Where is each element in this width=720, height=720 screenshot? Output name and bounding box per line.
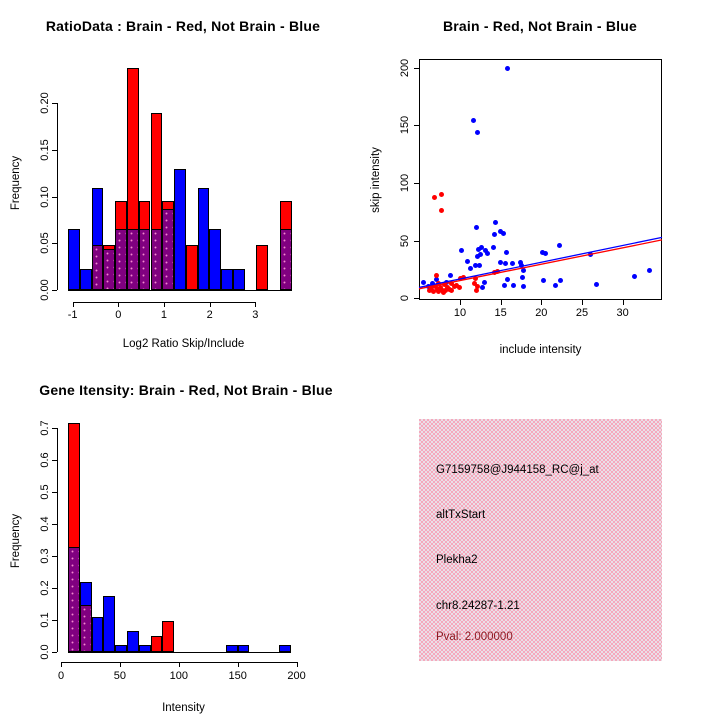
y-axis-tick	[52, 492, 57, 493]
x-axis-tick-label: 0	[57, 670, 65, 682]
y-axis-tick-label: 0.15	[39, 139, 51, 161]
info-line-pval: Pval: 2.000000	[436, 631, 513, 643]
y-axis-label-gene-histogram: Frequency	[10, 513, 22, 569]
info-line-probe-id: G7159758@J944158_RC@j_at	[436, 464, 599, 476]
histogram-bar-blue	[238, 645, 250, 652]
y-axis-tick-label: 100	[399, 173, 411, 193]
x-axis-tick-label: 25	[575, 307, 589, 319]
x-axis-tick-label: 50	[113, 670, 127, 682]
histogram-bar-overlap	[80, 605, 92, 651]
x-axis-tick	[120, 662, 121, 667]
y-axis-tick-label: 0.1	[39, 612, 51, 628]
y-axis-tick-label: 0.5	[39, 484, 51, 500]
histogram-baseline	[68, 652, 291, 653]
y-axis-tick-label: 0.2	[39, 580, 51, 596]
panel-title-ratio-histogram: RatioData : Brain - Red, Not Brain - Blue	[45, 18, 321, 34]
x-axis-tick	[61, 662, 62, 667]
x-axis-tick	[238, 662, 239, 667]
x-axis-tick	[179, 662, 180, 667]
x-axis-tick-label: 30	[616, 307, 629, 319]
x-axis-tick-label: 20	[535, 307, 548, 319]
y-axis-tick-label: 0.20	[39, 92, 51, 114]
histogram-bar-blue	[103, 596, 115, 652]
y-axis-tick	[52, 588, 57, 589]
y-axis-tick-label: 150	[399, 116, 411, 135]
y-axis-tick	[52, 524, 57, 525]
histogram-bar-blue	[115, 645, 127, 652]
y-axis-tick	[52, 428, 57, 429]
panel-title-scatter: Brain - Red, Not Brain - Blue	[442, 18, 638, 34]
histogram-bar-blue	[127, 631, 139, 652]
x-axis-label-ratio-histogram: Log2 Ratio Skip/Include	[122, 338, 245, 350]
y-axis-tick-label: 200	[399, 58, 411, 77]
x-axis-tick	[297, 662, 298, 667]
y-axis-tick	[52, 556, 57, 557]
y-axis-label-ratio-histogram: Frequency	[10, 155, 22, 211]
x-axis-tick-label: 3	[252, 309, 259, 321]
y-axis-label-scatter: skip intensity	[370, 147, 382, 213]
histogram-bar-blue	[226, 645, 238, 652]
x-axis-tick-label: 10	[453, 307, 467, 319]
y-axis-tick-label: 0.10	[39, 185, 51, 208]
info-line-event-type: altTxStart	[436, 509, 486, 521]
histogram-bar-overlap	[68, 547, 80, 651]
x-axis-tick-label: 0	[115, 309, 122, 321]
y-axis-tick-label: 0.4	[39, 516, 51, 532]
y-axis-line	[57, 428, 58, 652]
y-axis-tick	[52, 460, 57, 461]
histogram-bar-red	[151, 636, 163, 651]
y-axis-tick-label: 0	[399, 295, 411, 302]
y-axis-tick-label: 0.7	[39, 420, 51, 436]
histogram-bar-red	[162, 621, 174, 652]
x-axis-tick-label: 1	[160, 309, 168, 321]
histogram-bar-blue	[279, 645, 291, 652]
y-axis-tick-label: 0.6	[39, 452, 51, 468]
panel-title-gene-histogram: Gene Itensity: Brain - Red, Not Brain - Blue	[39, 382, 333, 398]
gene-info-box	[419, 419, 662, 661]
x-axis-label-scatter: include intensity	[499, 344, 582, 356]
x-axis-label-gene-histogram: Intensity	[162, 702, 205, 714]
histogram-bar-blue	[92, 617, 104, 652]
x-axis-tick-label: 100	[169, 670, 188, 682]
y-axis-tick	[52, 620, 57, 621]
x-axis-tick-label: 15	[494, 307, 507, 319]
x-axis-tick-label: 150	[228, 670, 247, 682]
histogram-bar-blue	[139, 645, 151, 652]
y-axis-tick-label: 0.0	[39, 644, 51, 660]
x-axis-tick-label: -1	[67, 309, 78, 321]
y-axis-tick	[52, 652, 57, 653]
x-axis-tick-label: 2	[206, 309, 213, 321]
info-line-gene-name: Plekha2	[436, 554, 478, 566]
y-axis-tick-label: 0.05	[39, 232, 51, 254]
y-axis-tick-label: 0.3	[39, 548, 51, 564]
y-axis-tick-label: 50	[399, 234, 411, 247]
x-axis-tick-label: 200	[287, 670, 306, 682]
info-line-locus: chr8.24287-1.21	[436, 600, 520, 612]
y-axis-tick-label: 0.00	[39, 279, 51, 301]
